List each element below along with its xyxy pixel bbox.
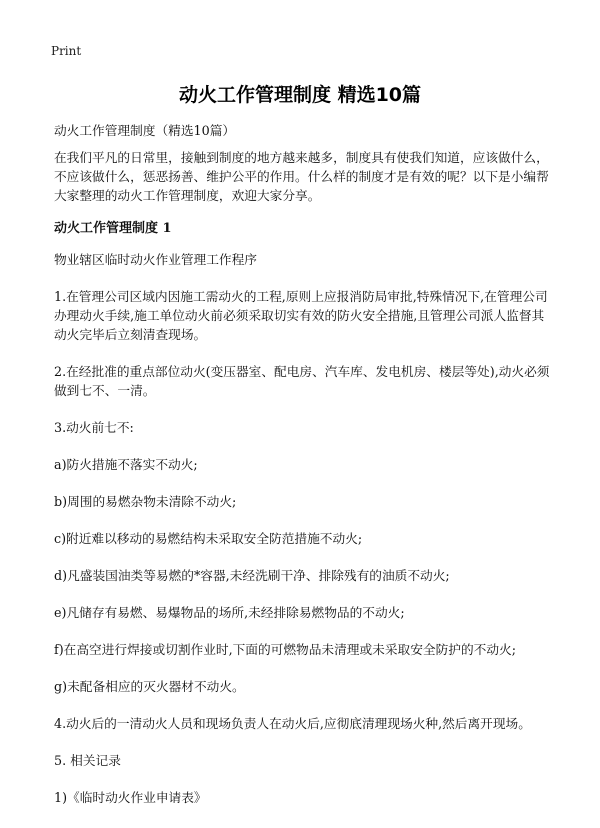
- list-item: d)凡盛装国油类等易燃的*容器,未经洗刷干净、排除残有的油质不动火;: [54, 568, 450, 583]
- paragraph: 4.动火后的一清动火人员和现场负责人在动火后,应彻底清理现场火种,然后离开现场。: [54, 716, 531, 731]
- section-heading: 动火工作管理制度 1: [54, 221, 172, 236]
- paragraph: 1)《临时动火作业申请表》: [54, 790, 207, 805]
- paragraph: 3.动火前七不:: [54, 420, 134, 435]
- list-item: c)附近难以移动的易燃结构未采取安全防范措施不动火;: [54, 531, 363, 546]
- list-item: b)周围的易燃杂物未清除不动火;: [54, 494, 237, 509]
- intro-paragraph: 在我们平凡的日常里，接触到制度的地方越来越多，制度具有使我们知道，应该做什么，不应该做什么，惩恶扬善、维护公平的作用。什么样的制度才是有效的呢？以下是小编帮大家整理的动火工作管理制度，欢迎大家分享。: [54, 150, 549, 203]
- paragraph: 物业辖区临时动火作业管理工作程序: [54, 252, 257, 267]
- list-item: g)未配备相应的灭火器材不动火。: [54, 679, 245, 694]
- paragraph: 5. 相关记录: [54, 753, 121, 768]
- document-subtitle: 动火工作管理制度（精选10篇）: [54, 123, 236, 138]
- paragraph: 1.在管理公司区域内因施工需动火的工程,原则上应报消防局审批,特殊情况下,在管理公司办理动火手续,施工单位动火前必须采取切实有效的防火安全措施,且管理公司派人监督其动火完毕后立刻清查现场。: [54, 289, 548, 342]
- paragraph: 2.在经批准的重点部位动火(变压器室、配电房、汽车库、发电机房、楼层等处),动火必须做到七不、一清。: [54, 364, 550, 398]
- document-body: [54, 121, 554, 825]
- print-label: Print: [51, 44, 82, 58]
- list-item: a)防火措施不落实不动火;: [54, 457, 198, 472]
- list-item: f)在高空进行焊接或切割作业时,下面的可燃物品未清理或未采取安全防护的不动火;: [54, 642, 517, 657]
- list-item: e)凡储存有易燃、易爆物品的场所,未经排除易燃物品的不动火;: [54, 605, 405, 620]
- document-title: 动火工作管理制度 精选10篇: [178, 84, 422, 106]
